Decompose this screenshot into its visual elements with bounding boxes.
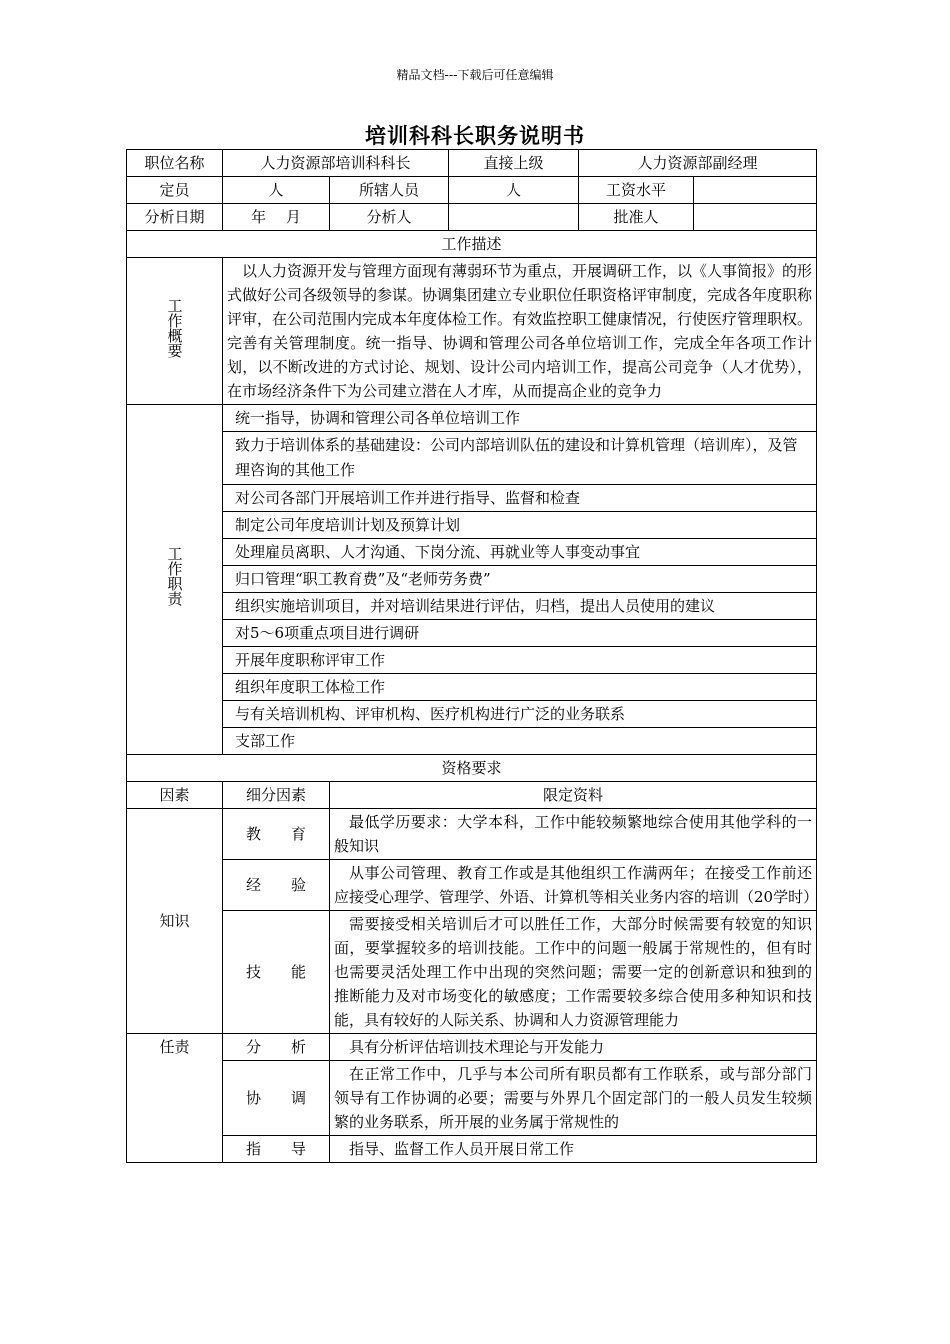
sub-factor: 指 导 — [223, 1136, 330, 1163]
position-value: 人力资源部培训科科长 — [223, 150, 449, 177]
info-row-2 — [127, 177, 817, 204]
superior-label: 直接上级 — [449, 150, 579, 177]
duty-row — [127, 728, 817, 755]
duty-item: 组织实施培训项目，并对培训结果进行评估，归档，提出人员使用的建议 — [223, 593, 817, 620]
approver-label: 批准人 — [579, 204, 694, 231]
knowledge-label: 知识 — [127, 809, 223, 1034]
qualification-text: 最低学历要求：大学本科，工作中能较频繁地综合使用其他学科的一般知识 — [330, 809, 817, 860]
sub-factor: 分 析 — [223, 1034, 330, 1061]
sub-factor: 协 调 — [223, 1061, 330, 1136]
sub-factor: 经 验 — [223, 860, 330, 911]
subordinates-value: 人 — [449, 177, 579, 204]
knowledge-row — [127, 809, 817, 860]
sub-factor: 技 能 — [223, 911, 330, 1034]
duty-item: 致力于培训体系的基础建设：公司内部培训队伍的建设和计算机管理（培训库），及管理咨询的其他工作 — [223, 432, 817, 485]
date-label: 分析日期 — [127, 204, 223, 231]
duty-row — [127, 647, 817, 674]
duty-item: 支部工作 — [223, 728, 817, 755]
info-row-1 — [127, 150, 817, 177]
duties-label-cell — [127, 405, 223, 755]
duty-item: 对5～6项重点项目进行调研 — [223, 620, 817, 647]
position-label: 职位名称 — [127, 150, 223, 177]
responsibility-label: 任责 — [127, 1034, 223, 1163]
content-column-header: 限定资料 — [330, 782, 817, 809]
duty-row — [127, 593, 817, 620]
duty-item: 组织年度职工体检工作 — [223, 674, 817, 701]
summary-text: 以人力资源开发与管理方面现有薄弱环节为重点，开展调研工作，以《人事简报》的形式做好公司各级领导的参谋。协调集团建立专业职位任职资格评审制度，完成各年度职称评审，在公司范围内完成本年度体检工作。有效监控职工健康情况，行使医疗管理职权。完善有关管理制度。统一指导、协调和管理公司各单位培训工作，完成全年各项工作计划，以不断改进的方式讨论、规划、设计公司内培训工作，提高公司竞争（人才优势），在市场经济条件下为公司建立潜在人才库，从而提高企业的竞争力 — [223, 258, 817, 405]
qualification-text: 具有分析评估培训技术理论与开发能力 — [330, 1034, 817, 1061]
duty-item: 开展年度职称评审工作 — [223, 647, 817, 674]
summary-row — [127, 258, 817, 405]
qualification-header: 资格要求 — [127, 755, 817, 782]
qualification-text: 指导、监督工作人员开展日常工作 — [330, 1136, 817, 1163]
salary-value — [694, 177, 817, 204]
duty-row — [127, 485, 817, 512]
summary-label: 工作概要 — [165, 297, 184, 358]
qualification-text: 在正常工作中，几乎与本公司所有职员都有工作联系，或与部分部门领导有工作协调的必要；需要与外界几个固定部门的一般人员发生较频繁的业务联系，所开展的业务属于常规性的 — [330, 1061, 817, 1136]
duty-row — [127, 512, 817, 539]
qualification-text: 需要接受相关培训后才可以胜任工作，大部分时候需要有较宽的知识面，要掌握较多的培训技能。工作中的问题一般属于常规性的，但有时也需要灵活处理工作中出现的突然问题；需要一定的创新意识和独到的推断能力及对市场变化的敏感度；工作需要较多综合使用多种知识和技能，具有较好的人际关系、协调和人力资源管理能力 — [330, 911, 817, 1034]
duty-row — [127, 566, 817, 593]
duty-item: 制定公司年度培训计划及预算计划 — [223, 512, 817, 539]
salary-label: 工资水平 — [579, 177, 694, 204]
duty-item: 对公司各部门开展培训工作并进行指导、监督和检查 — [223, 485, 817, 512]
header-note: 精品文档---下载后可任意编辑 — [396, 68, 554, 82]
knowledge-row — [127, 911, 817, 1034]
responsibility-row — [127, 1136, 817, 1163]
duties-label: 工作职责 — [165, 546, 184, 606]
responsibility-row — [127, 1061, 817, 1136]
duty-row — [127, 620, 817, 647]
duty-item: 与有关培训机构、评审机构、医疗机构进行广泛的业务联系 — [223, 701, 817, 728]
sub-factor: 教 育 — [223, 809, 330, 860]
work-description-header-row — [127, 231, 817, 258]
info-row-3 — [127, 204, 817, 231]
subordinates-label: 所辖人员 — [330, 177, 449, 204]
qualification-text: 从事公司管理、教育工作或是其他组织工作满两年；在接受工作前还应接受心理学、管理学、外语、计算机等相关业务内容的培训（20学时） — [330, 860, 817, 911]
work-description-header: 工作描述 — [127, 231, 817, 258]
factor-column-header: 因素 — [127, 782, 223, 809]
job-description-table — [126, 149, 817, 1163]
duty-row — [127, 432, 817, 485]
duty-row — [127, 701, 817, 728]
qual-columns-row — [127, 782, 817, 809]
staff-value: 人 — [223, 177, 330, 204]
analyst-label: 分析人 — [330, 204, 449, 231]
duty-item: 统一指导，协调和管理公司各单位培训工作 — [223, 405, 817, 432]
staff-label: 定员 — [127, 177, 223, 204]
date-value: 年 月 — [223, 204, 330, 231]
knowledge-row — [127, 860, 817, 911]
document-title: 培训科科长职务说明书 — [365, 123, 585, 148]
duty-item: 处理雇员离职、人才沟通、下岗分流、再就业等人事变动事宜 — [223, 539, 817, 566]
sub-factor-column-header: 细分因素 — [223, 782, 330, 809]
analyst-value — [449, 204, 579, 231]
approver-value — [694, 204, 817, 231]
duty-row — [127, 405, 817, 432]
duty-row — [127, 674, 817, 701]
qualification-header-row — [127, 755, 817, 782]
duty-item: 归口管理“职工教育费”及“老师劳务费” — [223, 566, 817, 593]
summary-label-cell — [127, 258, 223, 405]
responsibility-row — [127, 1034, 817, 1061]
duty-row — [127, 539, 817, 566]
superior-value: 人力资源部副经理 — [579, 150, 817, 177]
